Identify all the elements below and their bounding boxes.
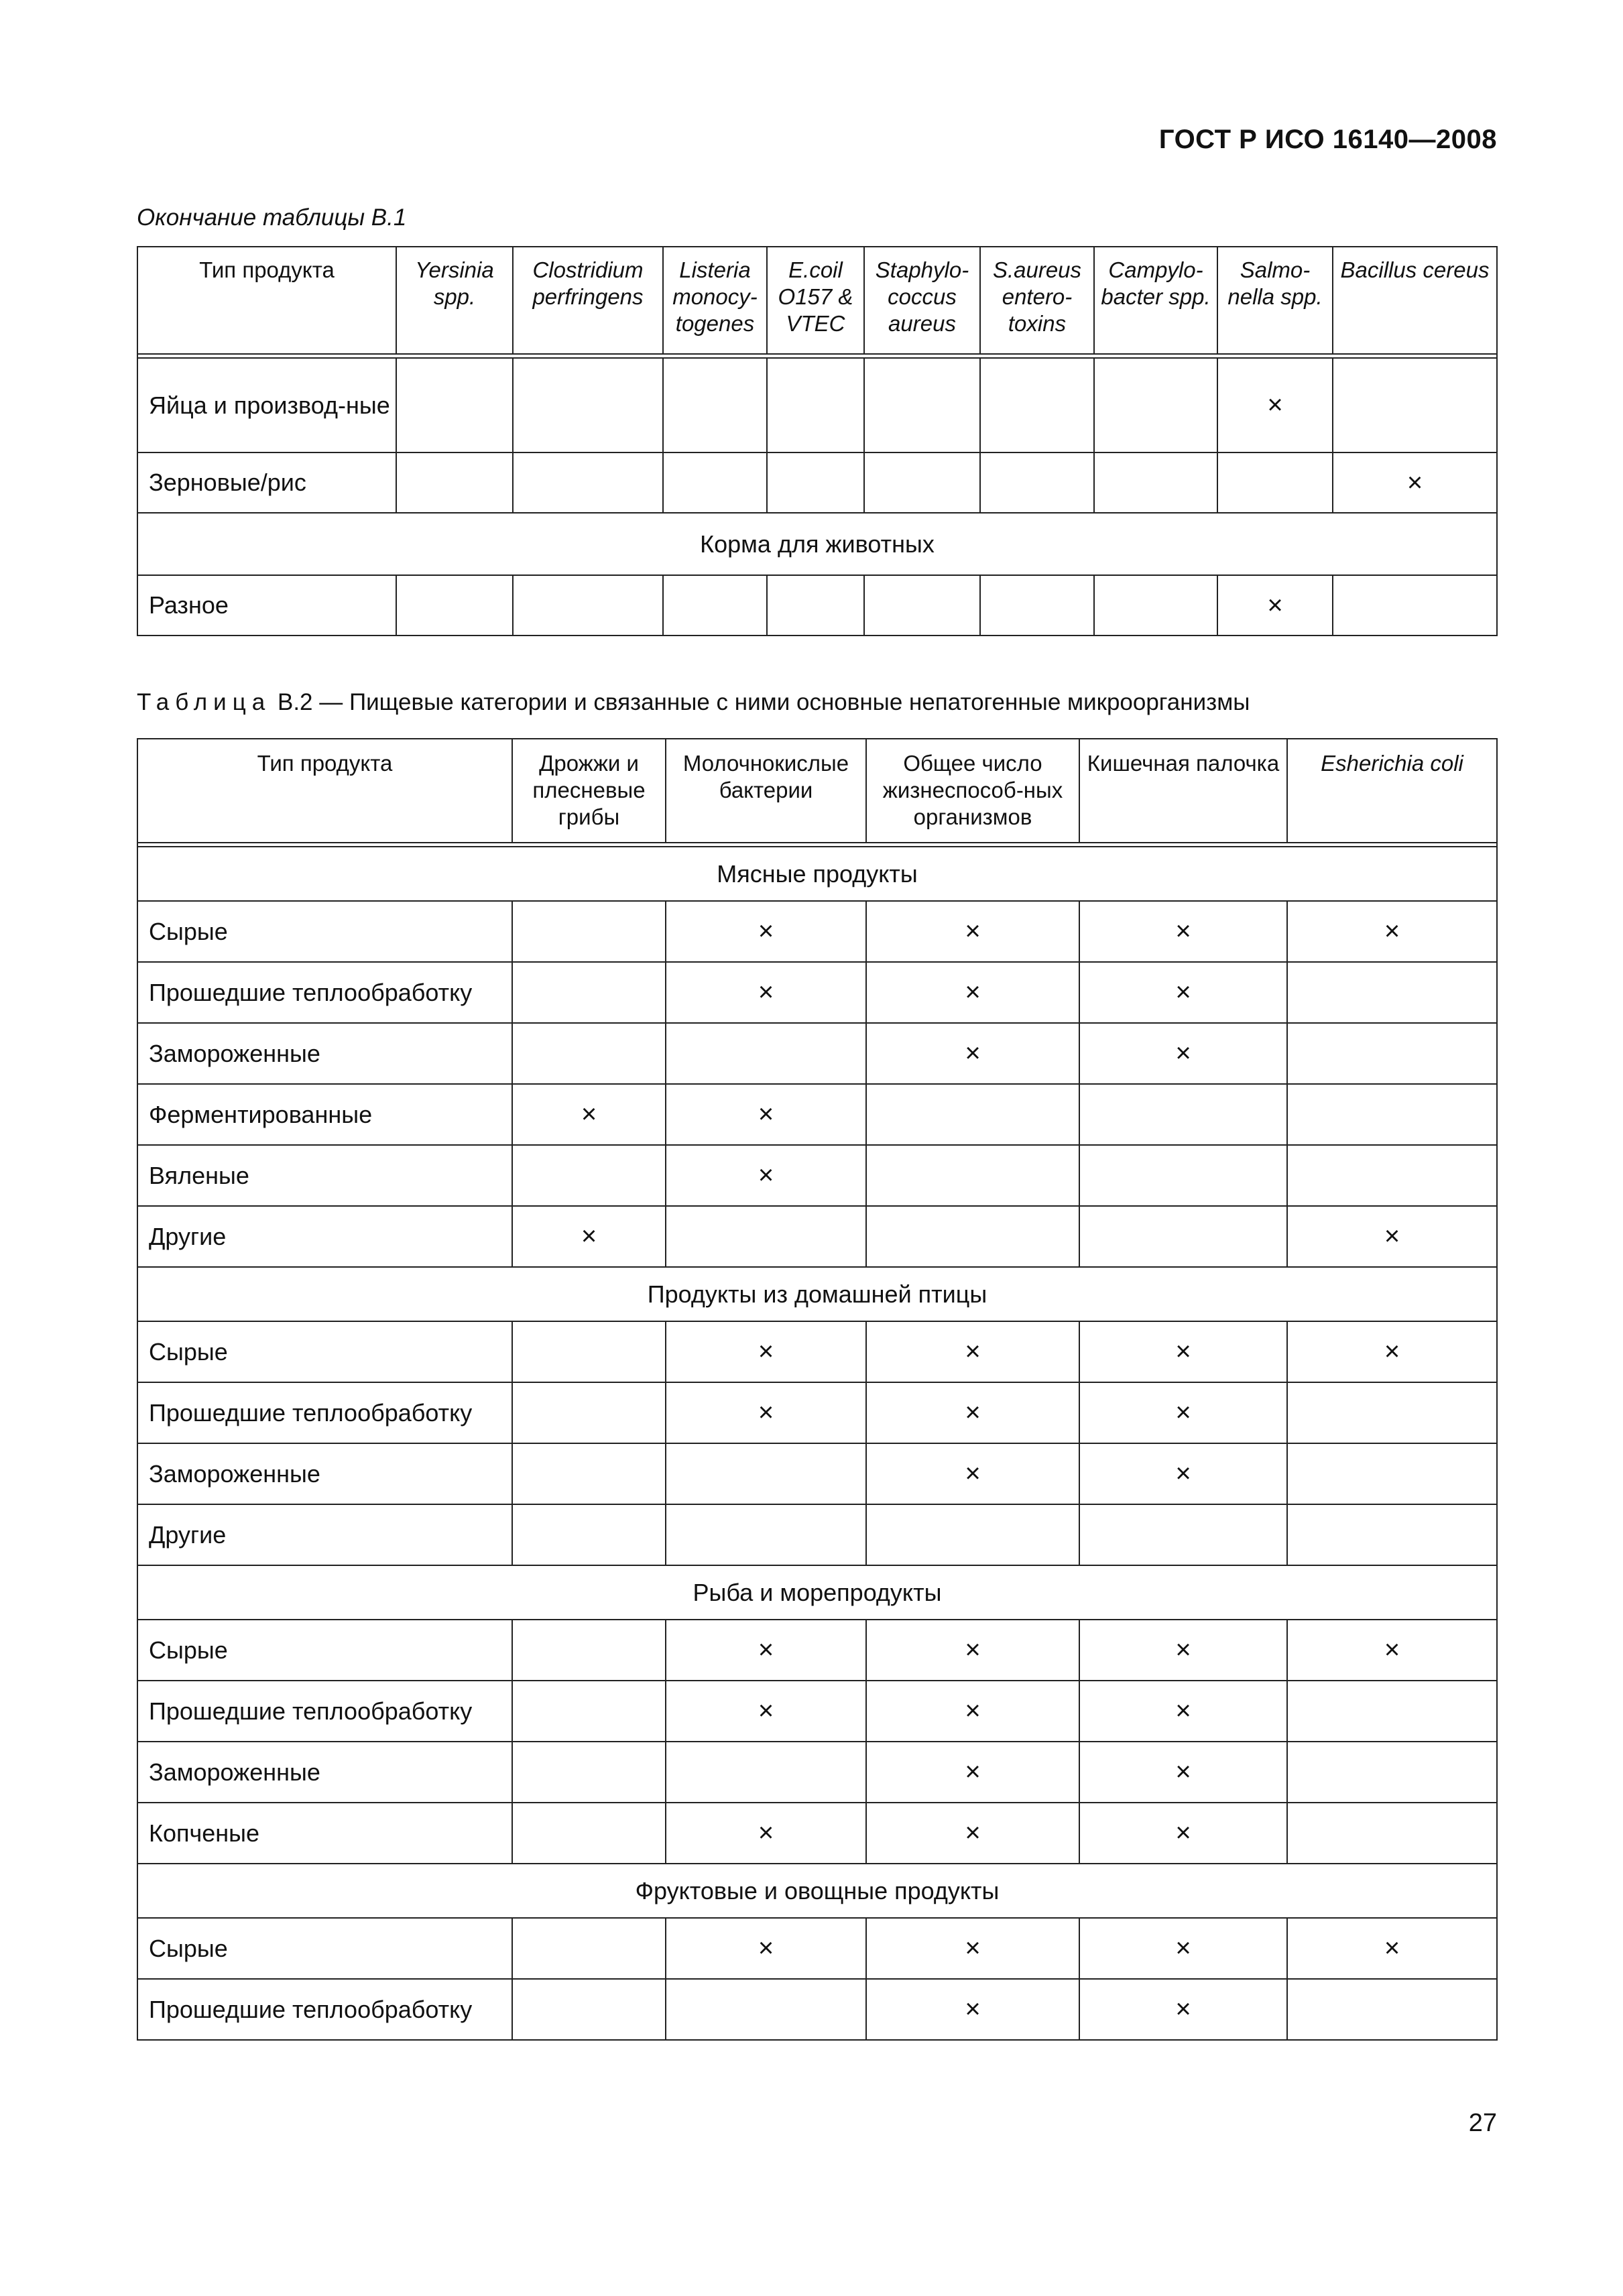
empty-cell <box>512 1023 666 1084</box>
cross-mark: × <box>866 1979 1079 2040</box>
table-row <box>137 1084 1497 1145</box>
table-row <box>137 1382 1497 1443</box>
empty-cell <box>1079 1084 1287 1145</box>
column-header-6: S.aureus entero-toxins <box>980 247 1094 354</box>
empty-cell <box>1079 1504 1287 1565</box>
empty-cell <box>396 575 513 636</box>
cross-mark: × <box>1079 1742 1287 1803</box>
table-b1-end <box>137 246 1498 636</box>
row-label: Копченые <box>137 1803 512 1864</box>
cross-mark: × <box>1287 1321 1497 1382</box>
empty-cell <box>666 1504 866 1565</box>
empty-cell <box>1287 1145 1497 1206</box>
empty-cell <box>1287 1023 1497 1084</box>
empty-cell <box>1287 1803 1497 1864</box>
row-label: Яйца и производ-ные <box>137 358 396 452</box>
table-row <box>137 452 1497 513</box>
empty-cell <box>512 1918 666 1979</box>
empty-cell <box>767 452 864 513</box>
cross-mark: × <box>1079 1979 1287 2040</box>
empty-cell <box>980 575 1094 636</box>
cross-mark: × <box>666 1918 866 1979</box>
table-row <box>137 575 1497 636</box>
empty-cell <box>513 575 663 636</box>
empty-cell <box>864 575 980 636</box>
cross-mark: × <box>512 1084 666 1145</box>
cross-mark: × <box>866 1803 1079 1864</box>
empty-cell <box>666 1742 866 1803</box>
table-row <box>137 1023 1497 1084</box>
row-label: Прошедшие теплообработку <box>137 1979 512 2040</box>
cross-mark: × <box>1217 358 1333 452</box>
row-label: Другие <box>137 1504 512 1565</box>
cross-mark: × <box>866 1382 1079 1443</box>
empty-cell <box>980 358 1094 452</box>
cross-mark: × <box>1079 962 1287 1023</box>
table-row <box>137 1918 1497 1979</box>
table-row <box>137 901 1497 962</box>
cross-mark: × <box>1217 575 1333 636</box>
cross-mark: × <box>1079 1023 1287 1084</box>
cross-mark: × <box>1287 1918 1497 1979</box>
column-header-3: Общее число жизнеспособ-ных организмов <box>866 739 1079 843</box>
section-title: Рыба и морепродукты <box>137 1565 1497 1620</box>
cross-mark: × <box>1079 1918 1287 1979</box>
empty-cell <box>866 1504 1079 1565</box>
column-header-3: Listeria monocy-togenes <box>663 247 767 354</box>
empty-cell <box>866 1145 1079 1206</box>
cross-mark: × <box>666 962 866 1023</box>
section-title: Мясные продукты <box>137 847 1497 901</box>
empty-cell <box>666 1023 866 1084</box>
table-row <box>137 1504 1497 1565</box>
empty-cell <box>1333 575 1497 636</box>
empty-cell <box>767 575 864 636</box>
row-label: Разное <box>137 575 396 636</box>
column-header-5: Staphylo-coccus aureus <box>864 247 980 354</box>
empty-cell <box>1079 1206 1287 1267</box>
row-label: Зерновые/рис <box>137 452 396 513</box>
cross-mark: × <box>1287 1206 1497 1267</box>
section-title: Продукты из домашней птицы <box>137 1267 1497 1321</box>
column-header-1: Дрожжи и плесневые грибы <box>512 739 666 843</box>
empty-cell <box>512 1321 666 1382</box>
row-label: Ферментированные <box>137 1084 512 1145</box>
row-label: Замороженные <box>137 1742 512 1803</box>
table-row <box>137 1742 1497 1803</box>
column-header-7: Campylo-bacter spp. <box>1094 247 1217 354</box>
cross-mark: × <box>866 962 1079 1023</box>
cross-mark: × <box>866 1742 1079 1803</box>
cross-mark: × <box>1287 1620 1497 1681</box>
empty-cell <box>1287 1979 1497 2040</box>
cross-mark: × <box>666 1620 866 1681</box>
section-row <box>137 847 1497 901</box>
table-row <box>137 962 1497 1023</box>
table-row <box>137 358 1497 452</box>
empty-cell <box>512 1742 666 1803</box>
cross-mark: × <box>666 1803 866 1864</box>
column-header-9: Bacillus cereus <box>1333 247 1497 354</box>
cross-mark: × <box>866 1321 1079 1382</box>
column-header-0: Тип продукта <box>137 739 512 843</box>
row-label: Замороженные <box>137 1443 512 1504</box>
cross-mark: × <box>866 1620 1079 1681</box>
empty-cell <box>666 1206 866 1267</box>
cross-mark: × <box>1079 1321 1287 1382</box>
document-code: ГОСТ Р ИСО 16140—2008 <box>1158 125 1497 154</box>
column-header-5: Esherichia coli <box>1287 739 1497 843</box>
empty-cell <box>512 1145 666 1206</box>
table1-header <box>137 247 1497 354</box>
empty-cell <box>396 358 513 452</box>
cross-mark: × <box>1079 1803 1287 1864</box>
empty-cell <box>512 1620 666 1681</box>
row-label: Сырые <box>137 1620 512 1681</box>
table2-caption-prefix: Таблица <box>137 689 272 715</box>
empty-cell <box>663 452 767 513</box>
cross-mark: × <box>666 1145 866 1206</box>
section-row <box>137 1565 1497 1620</box>
empty-cell <box>1287 1681 1497 1742</box>
cross-mark: × <box>666 1382 866 1443</box>
empty-cell <box>1287 1504 1497 1565</box>
cross-mark: × <box>866 901 1079 962</box>
table2-caption <box>137 689 1250 716</box>
cross-mark: × <box>1079 1443 1287 1504</box>
row-label: Другие <box>137 1206 512 1267</box>
table1-caption: Окончание таблицы В.1 <box>137 204 407 231</box>
row-label: Прошедшие теплообработку <box>137 962 512 1023</box>
section-title: Фруктовые и овощные продукты <box>137 1864 1497 1918</box>
empty-cell <box>666 1979 866 2040</box>
empty-cell <box>663 358 767 452</box>
cross-mark: × <box>866 1443 1079 1504</box>
table-b2 <box>137 738 1498 2041</box>
table-row <box>137 1681 1497 1742</box>
cross-mark: × <box>1333 452 1497 513</box>
column-header-0: Тип продукта <box>137 247 396 354</box>
empty-cell <box>980 452 1094 513</box>
row-label: Сырые <box>137 1321 512 1382</box>
section-row <box>137 1267 1497 1321</box>
column-header-1: Yersinia spp. <box>396 247 513 354</box>
empty-cell <box>396 452 513 513</box>
cross-mark: × <box>866 1023 1079 1084</box>
row-label: Вяленые <box>137 1145 512 1206</box>
empty-cell <box>1217 452 1333 513</box>
row-label: Прошедшие теплообработку <box>137 1382 512 1443</box>
cross-mark: × <box>512 1206 666 1267</box>
column-header-8: Salmo-nella spp. <box>1217 247 1333 354</box>
empty-cell <box>513 358 663 452</box>
empty-cell <box>1287 1084 1497 1145</box>
row-label: Замороженные <box>137 1023 512 1084</box>
cross-mark: × <box>1079 901 1287 962</box>
table-row <box>137 1206 1497 1267</box>
empty-cell <box>767 358 864 452</box>
column-header-2: Молочнокислые бактерии <box>666 739 866 843</box>
empty-cell <box>666 1443 866 1504</box>
empty-cell <box>866 1206 1079 1267</box>
empty-cell <box>1287 1443 1497 1504</box>
empty-cell <box>1287 962 1497 1023</box>
empty-cell <box>864 358 980 452</box>
empty-cell <box>1079 1145 1287 1206</box>
table2-body <box>137 843 1497 2040</box>
table-row <box>137 1443 1497 1504</box>
cross-mark: × <box>1287 901 1497 962</box>
table-row <box>137 1145 1497 1206</box>
empty-cell <box>513 452 663 513</box>
empty-cell <box>864 452 980 513</box>
empty-cell <box>1094 575 1217 636</box>
page-number: 27 <box>1468 2109 1497 2137</box>
empty-cell <box>1094 452 1217 513</box>
cross-mark: × <box>1079 1382 1287 1443</box>
section-title: Корма для животных <box>137 513 1497 575</box>
column-header-4: E.coil O157 & VTEC <box>767 247 864 354</box>
column-header-2: Clostridium perfringens <box>513 247 663 354</box>
column-header-4: Кишечная палочка <box>1079 739 1287 843</box>
table2-header <box>137 739 1497 843</box>
empty-cell <box>512 1443 666 1504</box>
empty-cell <box>1094 358 1217 452</box>
empty-cell <box>512 1382 666 1443</box>
table-row <box>137 1803 1497 1864</box>
empty-cell <box>512 1681 666 1742</box>
section-row <box>137 1864 1497 1918</box>
cross-mark: × <box>666 901 866 962</box>
cross-mark: × <box>1079 1681 1287 1742</box>
table-row <box>137 1321 1497 1382</box>
empty-cell <box>512 901 666 962</box>
empty-cell <box>512 1979 666 2040</box>
empty-cell <box>512 1803 666 1864</box>
empty-cell <box>866 1084 1079 1145</box>
row-label: Сырые <box>137 901 512 962</box>
cross-mark: × <box>666 1321 866 1382</box>
table2-caption-text: В.2 — Пищевые категории и связанные с ними основные непатогенные микроорганизмы <box>277 689 1250 715</box>
empty-cell <box>512 962 666 1023</box>
row-label: Прошедшие теплообработку <box>137 1681 512 1742</box>
cross-mark: × <box>666 1084 866 1145</box>
cross-mark: × <box>666 1681 866 1742</box>
empty-cell <box>1287 1382 1497 1443</box>
section-row <box>137 513 1497 575</box>
row-label: Сырые <box>137 1918 512 1979</box>
table1-body <box>137 354 1497 636</box>
empty-cell <box>663 575 767 636</box>
empty-cell <box>1333 358 1497 452</box>
cross-mark: × <box>1079 1620 1287 1681</box>
cross-mark: × <box>866 1918 1079 1979</box>
empty-cell <box>512 1504 666 1565</box>
table-row <box>137 1620 1497 1681</box>
table-row <box>137 1979 1497 2040</box>
cross-mark: × <box>866 1681 1079 1742</box>
empty-cell <box>1287 1742 1497 1803</box>
